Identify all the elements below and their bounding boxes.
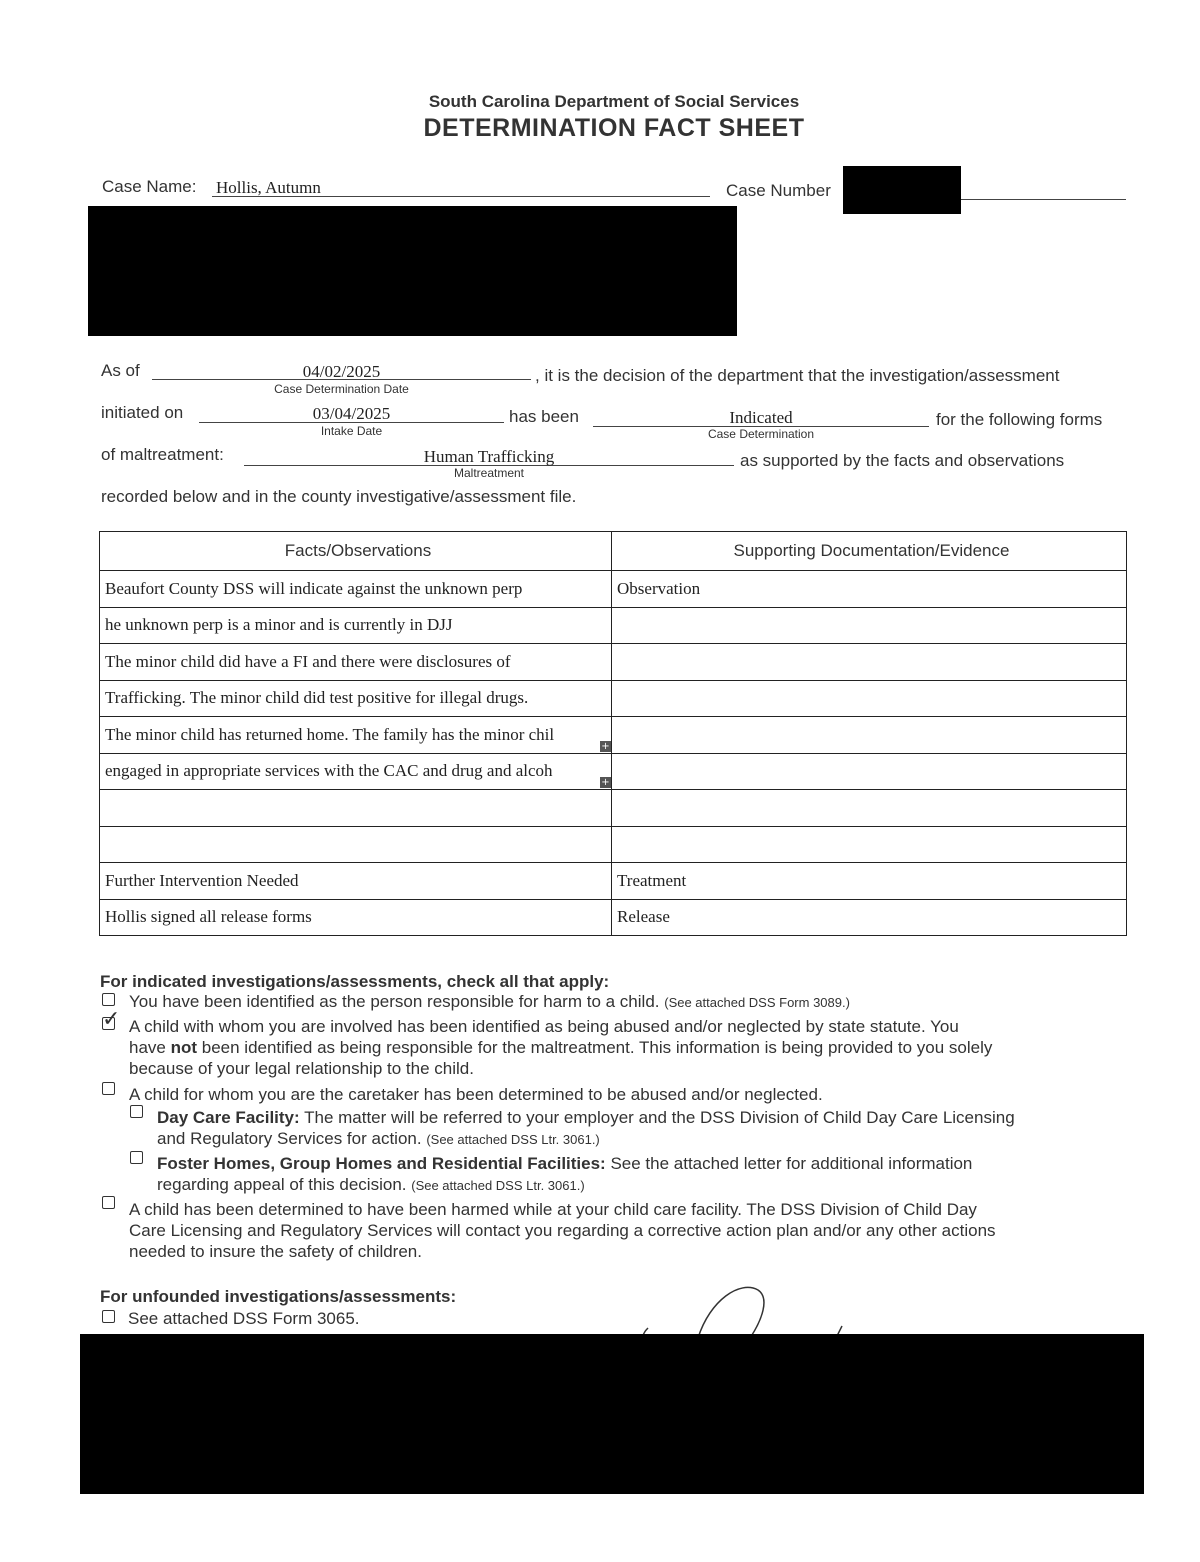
maltreatment-caption: Maltreatment <box>453 466 525 480</box>
column-header-facts: Facts/Observations <box>100 532 612 571</box>
table-row <box>100 717 1127 754</box>
column-header-evidence: Supporting Documentation/Evidence <box>612 532 1127 571</box>
option-foster-homes <box>157 1153 972 1196</box>
determination-date-caption: Case Determination Date <box>274 382 409 396</box>
table-row <box>100 826 1127 863</box>
option-text: been identified as being responsible for the maltreatment. This information is being provided to you solely <box>197 1038 993 1057</box>
table-row <box>100 607 1127 644</box>
recorded-text: recorded below and in the county investigative/assessment file. <box>101 487 577 506</box>
fact-cell: Trafficking. The minor child did test positive for illegal drugs. <box>100 680 612 717</box>
decision-text: , it is the decision of the department that the investigation/assessment <box>535 366 1060 385</box>
option-text: You have been identified as the person responsible for harm to a child. <box>129 992 660 1011</box>
plus-icon[interactable]: + <box>601 740 610 752</box>
table-row <box>100 680 1127 717</box>
option-text: See the attached letter for additional information <box>605 1154 973 1173</box>
option-unfounded: See attached DSS Form 3065. <box>128 1309 360 1328</box>
intake-date-value: 03/04/2025 <box>312 404 391 423</box>
option-note: (See attached DSS Form 3089.) <box>664 995 850 1010</box>
determination-date-value: 04/02/2025 <box>302 362 381 381</box>
as-of-label: As of <box>101 361 140 380</box>
fact-cell: Hollis signed all release forms <box>100 899 612 936</box>
unfounded-heading: For unfounded investigations/assessments: <box>100 1287 457 1306</box>
signature-stroke <box>620 1280 880 1340</box>
option-line <box>157 1153 972 1174</box>
option-person-responsible <box>129 991 850 1013</box>
fact-cell: engaged in appropriate services with the CAC and drug and alcoh <box>105 761 553 781</box>
option-text: The matter will be referred to your employer and the DSS Division of Child Day Care Licensing <box>299 1108 1015 1127</box>
fact-cell: Further Intervention Needed <box>100 863 612 900</box>
option-line: A child has been determined to have been harmed while at your child care facility. The DSS Division of Child Day <box>129 1200 977 1219</box>
redaction-signature-block <box>80 1334 1144 1494</box>
checkbox-icon[interactable] <box>102 993 115 1006</box>
fact-cell <box>100 790 612 827</box>
checkbox-icon[interactable] <box>102 1310 115 1323</box>
emphasis-not: not <box>170 1038 198 1057</box>
evidence-cell <box>612 753 1127 790</box>
case-number-label: Case Number <box>726 181 831 200</box>
initiated-on-label: initiated on <box>101 403 184 422</box>
foster-homes-label: Foster Homes, Group Homes and Residential Facilities: <box>157 1154 606 1173</box>
maltreatment-label: of maltreatment: <box>101 445 224 464</box>
option-line <box>157 1107 1015 1128</box>
forms-text: for the following forms <box>936 410 1103 429</box>
checkbox-icon[interactable] <box>102 1196 115 1209</box>
fact-cell: The minor child did have a FI and there were disclosures of <box>100 644 612 681</box>
fact-cell-wrap <box>100 717 612 754</box>
indicated-heading: For indicated investigations/assessments, check all that apply: <box>100 972 610 991</box>
maltreatment-value: Human Trafficking <box>423 447 555 466</box>
checkbox-icon[interactable] <box>102 1082 115 1095</box>
option-line <box>157 1128 1015 1150</box>
check-mark-icon: ✓ <box>102 1007 121 1032</box>
has-been-label: has been <box>509 407 579 426</box>
option-child-care-facility <box>129 1199 996 1262</box>
case-name-label: Case Name: <box>102 177 197 196</box>
option-line: because of your legal relationship to the child. <box>129 1059 474 1078</box>
option-line: needed to insure the safety of children. <box>129 1242 422 1261</box>
supported-text: as supported by the facts and observations <box>740 451 1065 470</box>
evidence-cell <box>612 826 1127 863</box>
option-note: (See attached DSS Ltr. 3061.) <box>426 1132 600 1147</box>
plus-icon[interactable]: + <box>601 777 610 788</box>
option-line: Care Licensing and Regulatory Services will contact you regarding a corrective action plan and/or any other actions <box>129 1221 996 1240</box>
option-day-care <box>157 1107 1015 1150</box>
option-line: A child with whom you are involved has been identified as being abused and/or neglected by state statute. You <box>129 1017 959 1036</box>
option-text: have <box>129 1038 171 1057</box>
table-row <box>100 753 1127 790</box>
option-text: and Regulatory Services for action. <box>157 1129 422 1148</box>
option-note: (See attached DSS Ltr. 3061.) <box>411 1178 585 1193</box>
option-text: regarding appeal of this decision. <box>157 1175 407 1194</box>
fact-cell-wrap <box>100 753 612 790</box>
option-child-involved <box>129 1016 992 1079</box>
fact-cell: The minor child has returned home. The family has the minor chil <box>105 724 555 744</box>
evidence-cell <box>612 717 1127 754</box>
table-row <box>100 899 1127 936</box>
fact-cell <box>100 826 612 863</box>
table-row <box>100 571 1127 608</box>
agency-name: South Carolina Department of Social Services <box>428 92 800 111</box>
redaction-case-number <box>843 166 961 214</box>
form-title: DETERMINATION FACT SHEET <box>423 114 805 142</box>
intake-date-caption: Intake Date <box>320 424 383 438</box>
option-caretaker: A child for whom you are the caretaker has been determined to be abused and/or neglected. <box>129 1085 823 1104</box>
checkbox-icon[interactable] <box>130 1105 143 1118</box>
option-line-2 <box>129 1037 992 1058</box>
checkbox-icon[interactable] <box>130 1151 143 1164</box>
case-determination-value: Indicated <box>729 408 793 427</box>
table-header-row <box>100 532 1127 571</box>
evidence-cell: Release <box>612 899 1127 936</box>
redaction-address-block <box>88 206 737 336</box>
table-row <box>100 644 1127 681</box>
fact-cell: he unknown perp is a minor and is currently in DJJ <box>100 607 612 644</box>
case-name-value: Hollis, Autumn <box>216 178 321 197</box>
evidence-cell <box>612 607 1127 644</box>
facts-table <box>99 531 1127 936</box>
evidence-cell <box>612 790 1127 827</box>
option-line <box>157 1174 972 1196</box>
case-determination-caption: Case Determination <box>707 427 815 441</box>
evidence-cell: Observation <box>612 571 1127 608</box>
table-row <box>100 790 1127 827</box>
fact-cell: Beaufort County DSS will indicate against the unknown perp <box>100 571 612 608</box>
day-care-label: Day Care Facility: <box>157 1108 300 1127</box>
evidence-cell <box>612 644 1127 681</box>
evidence-cell <box>612 680 1127 717</box>
table-row <box>100 863 1127 900</box>
evidence-cell: Treatment <box>612 863 1127 900</box>
